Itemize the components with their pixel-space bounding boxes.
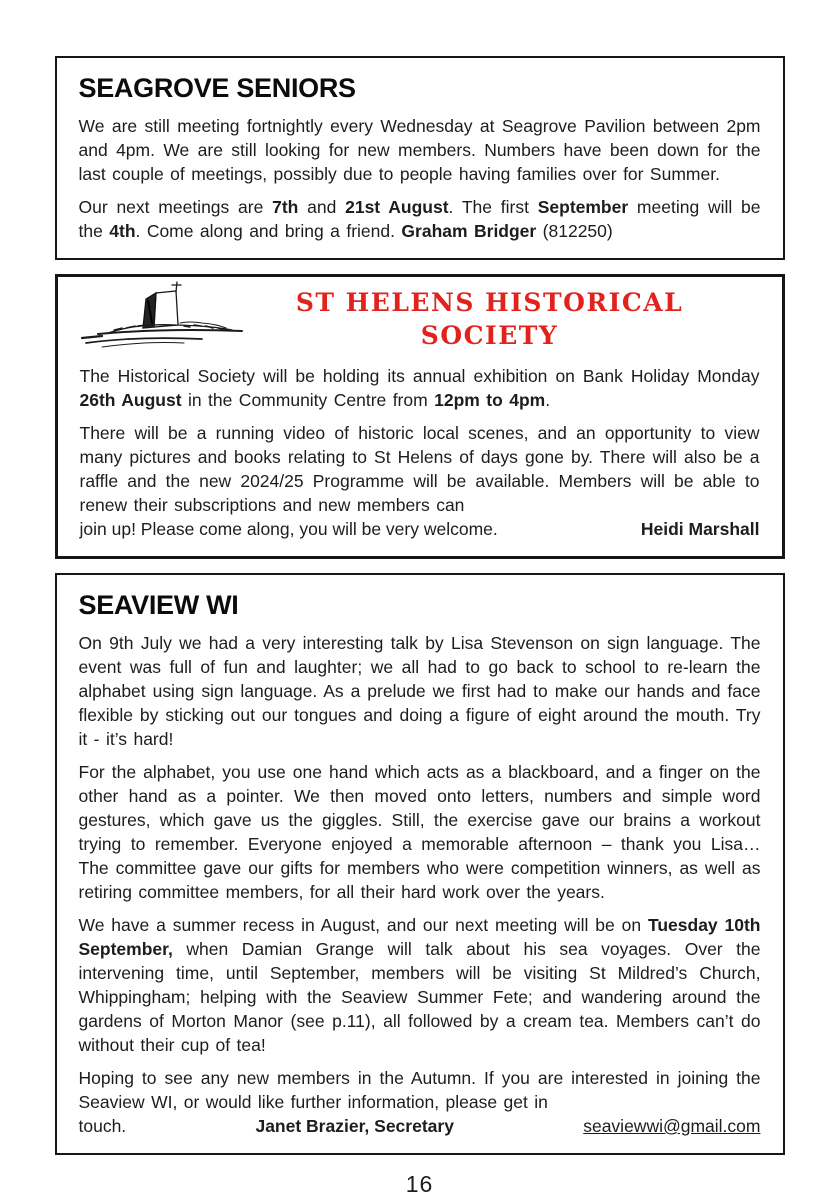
- seaview-closing-text: touch.: [78, 1116, 127, 1136]
- seaview-wi-title: SEAVIEW WI: [78, 590, 239, 620]
- seaview-paragraph-4: Hoping to see any new members in the Autumn. If you are interested in joining the Seaview WI, or would like further information, please get in: [78, 1068, 761, 1112]
- seaview-email-link[interactable]: seaviewwi@gmail.com: [583, 1116, 761, 1136]
- historical-paragraph-1: The Historical Society will be holding its annual exhibition on Bank Holiday Monday 26th August in the Community Centre from 12pm to 4pm.: [79, 366, 760, 410]
- seaview-signature: Janet Brazier, Secretary: [255, 1116, 454, 1136]
- section-st-helens-historical-society: [55, 274, 785, 559]
- historical-society-header: [80, 277, 760, 356]
- page-number: 16: [405, 1171, 434, 1197]
- section-seaview-wi: [55, 573, 785, 1155]
- seagrove-seniors-title: SEAGROVE SENIORS: [78, 73, 356, 103]
- seaview-paragraph-2: For the alphabet, you use one hand which acts as a blackboard, and a finger on the other hand as a pointer. We then moved onto letters, numbers and simple word gestures, which gave us the giggles. Still, the exercise gave our brains a workout trying to remember. Everyone enjoyed a memorable afternoon – thank you Lisa… The committee gave our gifts for members who were competition winners, as well as retiring committee members, for all their hard work over the years.: [78, 762, 761, 902]
- seagrove-paragraph-2: Our next meetings are 7th and 21st August. The first September meeting will be the 4th. Come along and bring a friend. Graham Bridger (812250): [78, 197, 761, 241]
- seagrove-paragraph-1: We are still meeting fortnightly every Wednesday at Seagrove Pavilion between 2pm and 4pm. We are still looking for new members. Numbers have been down for the last couple of meetings, possibly due to people having families over for Summer.: [78, 116, 761, 184]
- seaview-closing-line: [79, 1114, 761, 1138]
- historical-society-title-line-2: SOCIETY: [420, 320, 559, 350]
- historical-closing-text: join up! Please come along, you will be very welcome.: [79, 519, 498, 539]
- historical-society-title-line-1: ST HELENS HISTORICAL: [295, 288, 684, 317]
- historical-closing-line: [80, 517, 760, 541]
- historical-society-title: [250, 277, 760, 352]
- church-sketch-icon: [80, 279, 250, 356]
- historical-paragraph-2: There will be a running video of historic local scenes, and an opportunity to view many pictures and books relating to St Helens of days gone by. There will also be a raffle and the new 2024/25 Programme will be available. Members will be able to renew their subscriptions and new members can: [79, 423, 760, 515]
- historical-signature: Heidi Marshall: [640, 519, 760, 539]
- seaview-paragraph-3: We have a summer recess in August, and our next meeting will be on Tuesday 10th September, when Damian Grange will talk about his sea voyages. Over the intervening time, until September, members will be visiting St Mildred’s Church, Whippingham; helping with the Seaview Summer Fete; and wandering around the gardens of Morton Manor (see p.11), all followed by a cream tea. Members can’t do without their cup of tea!: [78, 915, 761, 1055]
- seaview-paragraph-1: On 9th July we had a very interesting talk by Lisa Stevenson on sign language. The event was full of fun and laughter; we all had to go back to school to re-learn the alphabet using sign language. As a prelude we first had to make our hands and face flexible by sticking out our tongues and doing a figure of eight around the mouth. Try it - it’s hard!: [78, 633, 761, 749]
- section-seagrove-seniors: [55, 56, 785, 260]
- newsletter-page: [55, 56, 785, 1198]
